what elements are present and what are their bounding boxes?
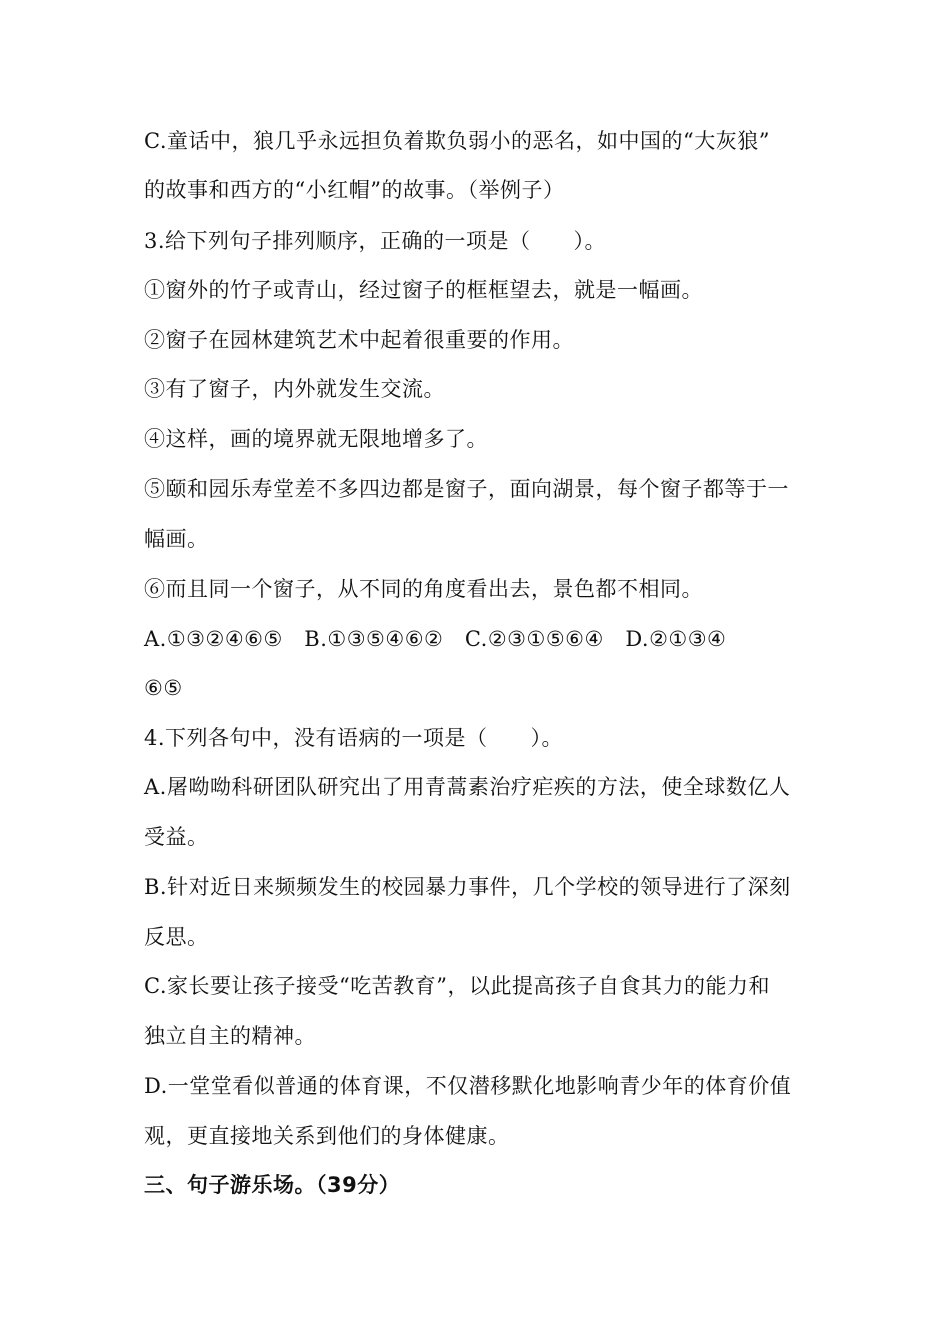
text-line: 反思。 — [144, 925, 209, 949]
sentence-3: ③有了窗子，内外就发生交流。 — [144, 377, 445, 401]
option-d: D.一堂堂看似普通的体育课，不仅潜移默化地影响青少年的体育价值 — [144, 1074, 792, 1098]
sentence-5: ⑤颐和园乐寿堂差不多四边都是窗子，面向湖景，每个窗子都等于一 — [144, 477, 789, 501]
sentence-4: ④这样，画的境界就无限地增多了。 — [144, 427, 488, 451]
option-b: B.针对近日来频频发生的校园暴力事件，几个学校的领导进行了深刻 — [144, 875, 791, 899]
question-3-options: A.①③②④⑥⑤ B.①③⑤④⑥② C.②③①⑤⑥④ D.②①③④ — [144, 627, 727, 651]
question-3-stem: 3.给下列句子排列顺序，正确的一项是（ ）。 — [144, 229, 607, 253]
text-line: 幅画。 — [144, 527, 209, 551]
text-line: ⑥⑤ — [144, 676, 183, 700]
sentence-1: ①窗外的竹子或青山，经过窗子的框框望去，就是一幅画。 — [144, 278, 703, 302]
text-line: 观，更直接地关系到他们的身体健康。 — [144, 1124, 510, 1148]
text-line: 独立自主的精神。 — [144, 1024, 316, 1048]
section-heading: 三、句子游乐场。（39分） — [144, 1173, 401, 1197]
option-a: A.屠呦呦科研团队研究出了用青蒿素治疗疟疾的方法，使全球数亿人 — [144, 775, 791, 799]
question-4-stem: 4.下列各句中，没有语病的一项是（ ）。 — [144, 726, 564, 750]
text-line: 的故事和西方的“小红帽”的故事。（举例子） — [144, 178, 565, 202]
sentence-6: ⑥而且同一个窗子，从不同的角度看出去，景色都不相同。 — [144, 577, 703, 601]
text-line: C.童话中，狼几乎永远担负着欺负弱小的恶名，如中国的“大灰狼” — [144, 129, 770, 153]
option-c: C.家长要让孩子接受“吃苦教育”，以此提高孩子自食其力的能力和 — [144, 974, 770, 998]
text-line: 受益。 — [144, 825, 209, 849]
sentence-2: ②窗子在园林建筑艺术中起着很重要的作用。 — [144, 328, 574, 352]
